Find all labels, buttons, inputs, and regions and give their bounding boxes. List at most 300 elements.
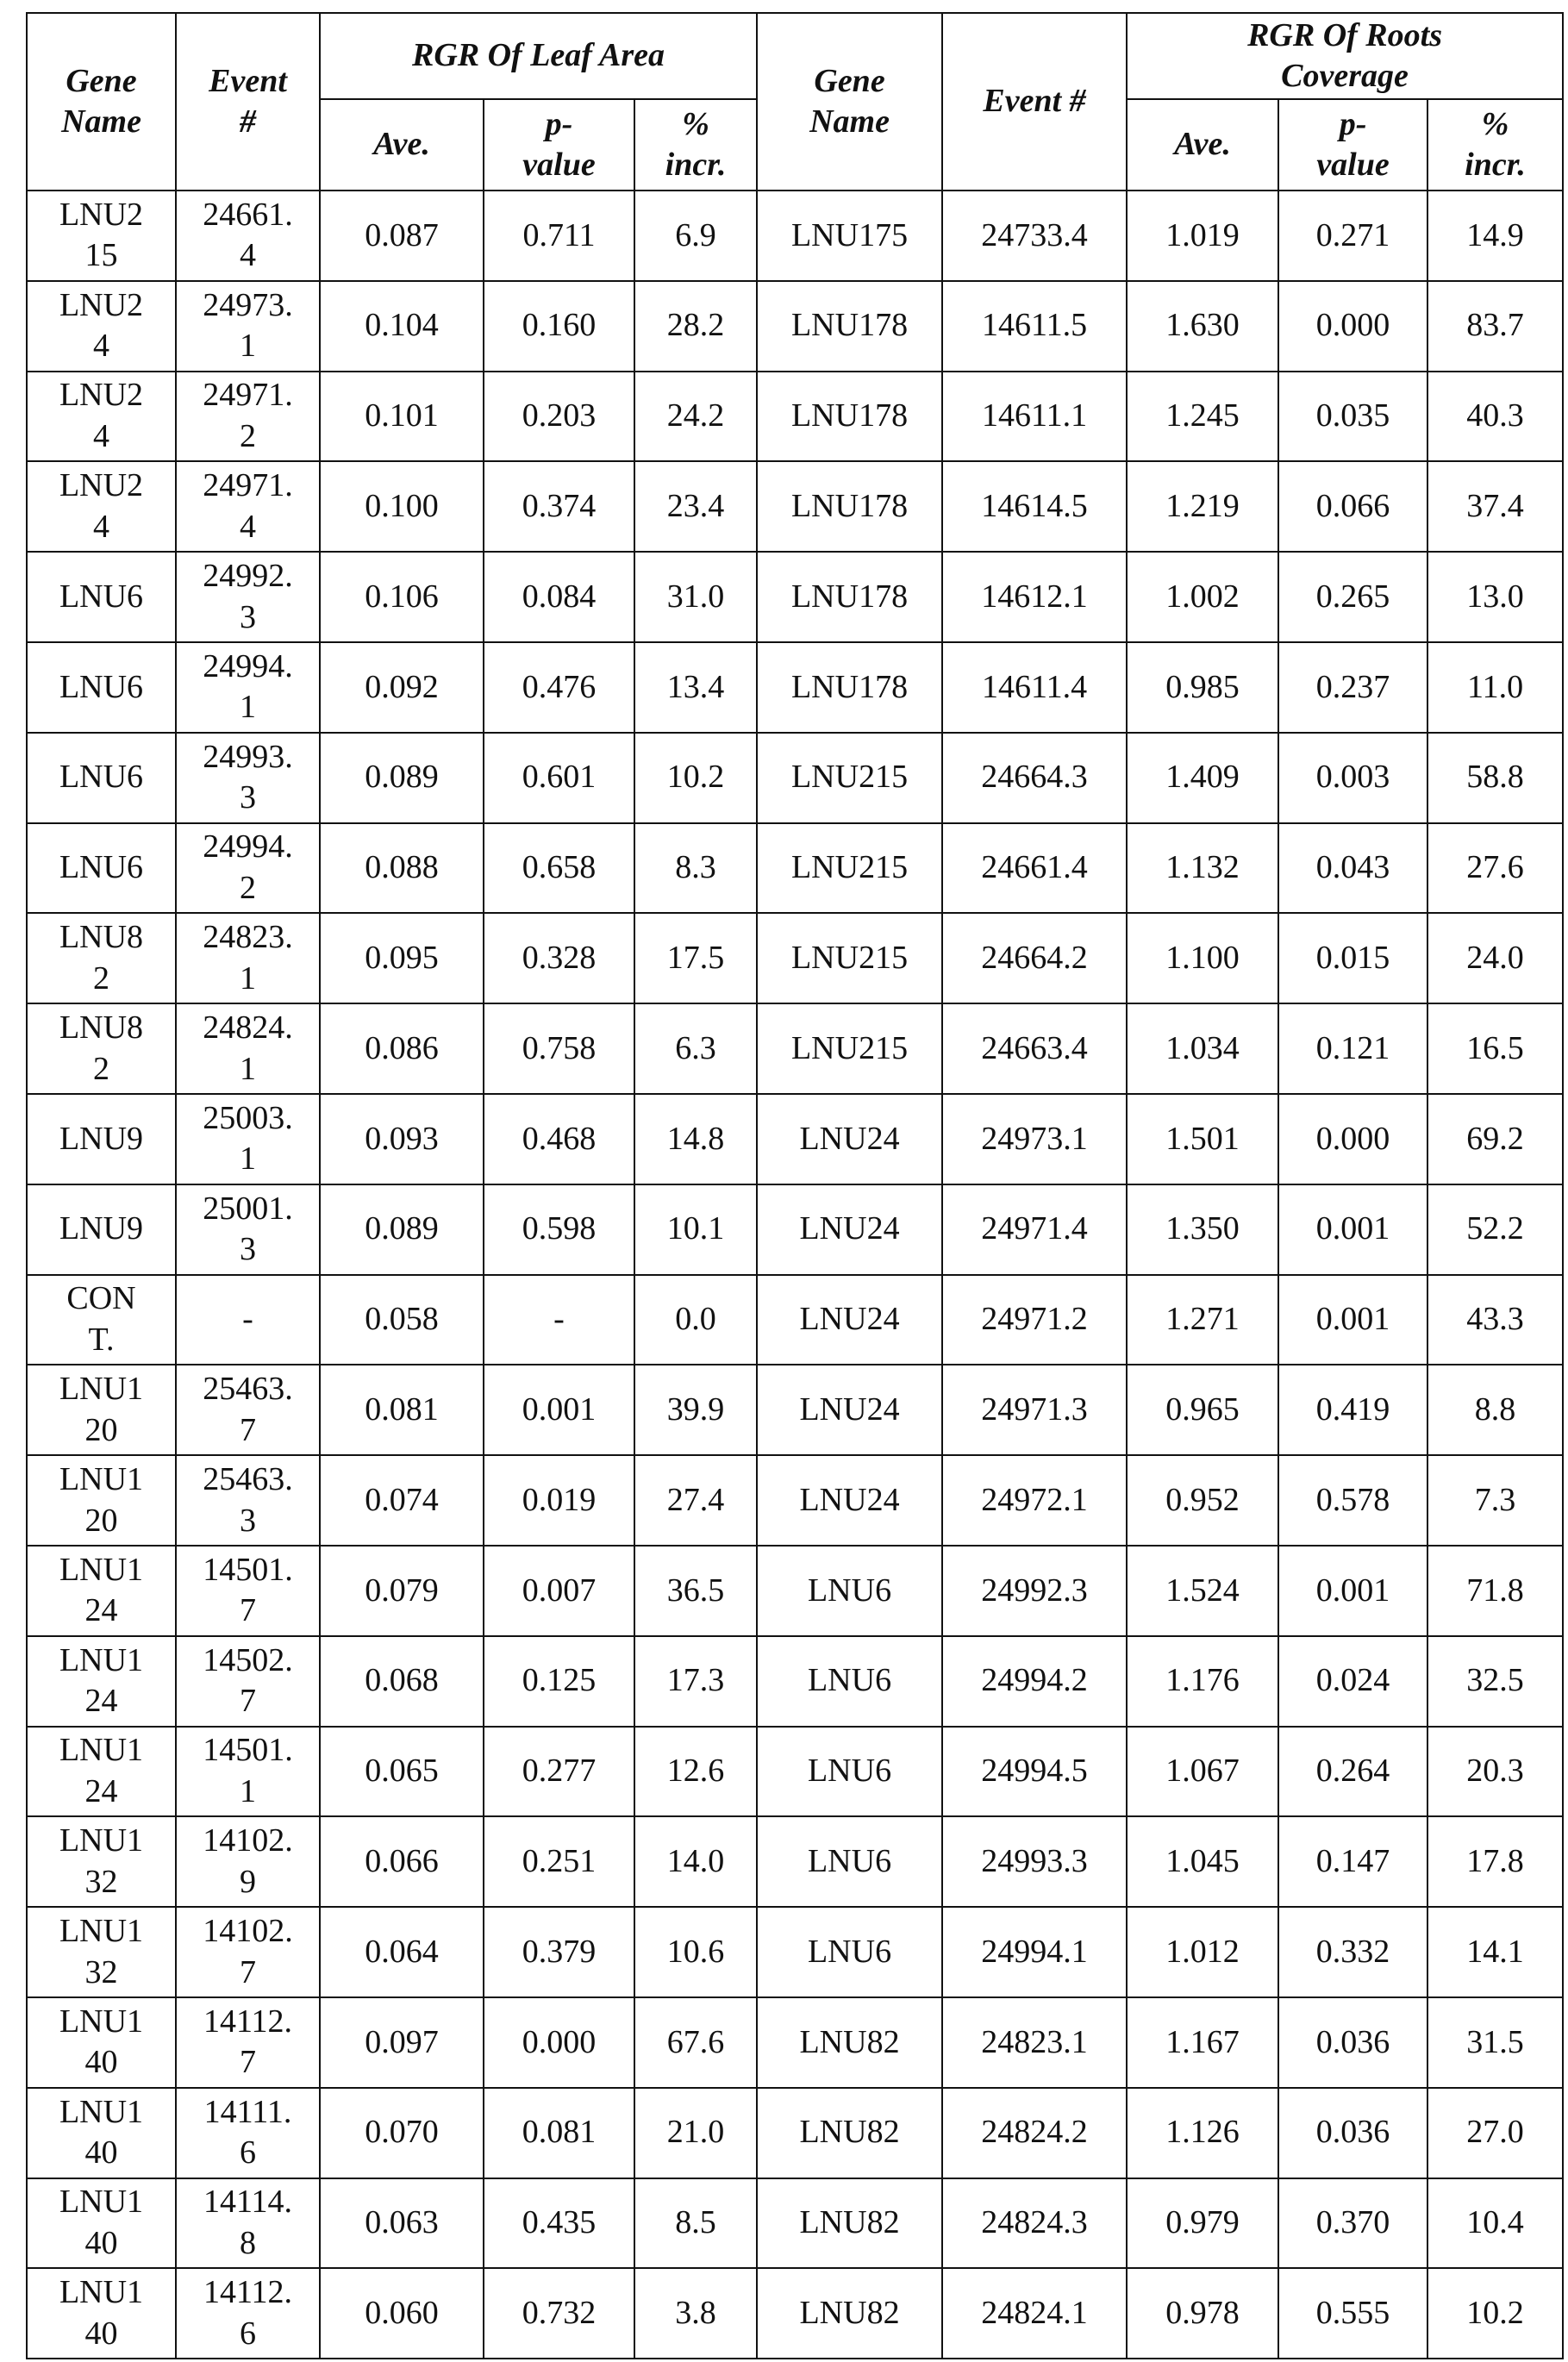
cell-leaf-p-value: 0.658 — [484, 823, 634, 914]
cell-text: LNU140 — [55, 2092, 148, 2174]
cell-roots-ave: 1.045 — [1127, 1816, 1278, 1907]
cell-event-2: 24971.3 — [942, 1365, 1127, 1455]
cell-gene-name-2: LNU178 — [757, 281, 942, 372]
header-label: Gene Name — [804, 61, 895, 143]
cell-gene-name-2: LNU178 — [757, 642, 942, 733]
cell-roots-p-value: 0.001 — [1278, 1275, 1427, 1365]
cell-roots-ave: 1.067 — [1127, 1727, 1278, 1817]
cell-gene-name-2: LNU6 — [757, 1727, 942, 1817]
cell-roots-pct-incr: 32.5 — [1427, 1636, 1563, 1727]
table-row — [27, 1455, 1563, 1546]
cell-leaf-p-value: 0.379 — [484, 1907, 634, 1997]
cell-leaf-ave: 0.065 — [320, 1727, 484, 1817]
cell-roots-p-value: 0.001 — [1278, 1546, 1427, 1636]
cell-roots-p-value: 0.036 — [1278, 2088, 1427, 2178]
cell-roots-ave: 1.012 — [1127, 1907, 1278, 1997]
cell-gene-name-2: LNU82 — [757, 2178, 942, 2269]
cell-leaf-p-value: 0.711 — [484, 191, 634, 281]
table-row — [27, 372, 1563, 462]
cell-event-2: 24824.1 — [942, 2268, 1127, 2359]
cell-leaf-pct-incr: 13.4 — [634, 642, 757, 733]
cell-event-2: 24994.1 — [942, 1907, 1127, 1997]
results-table — [26, 12, 1564, 2359]
cell-leaf-pct-incr: 8.5 — [634, 2178, 757, 2269]
cell-text: 24971.2 — [202, 375, 295, 457]
cell-text: 14501.7 — [202, 1550, 295, 1632]
cell-event-2: 24824.2 — [942, 2088, 1127, 2178]
cell-leaf-p-value: 0.435 — [484, 2178, 634, 2269]
cell-roots-p-value: 0.147 — [1278, 1816, 1427, 1907]
header-label: % incr. — [1450, 104, 1540, 186]
cell-text: 25463.7 — [202, 1369, 295, 1451]
cell-roots-pct-incr: 27.0 — [1427, 2088, 1563, 2178]
cell-event-2: 24971.2 — [942, 1275, 1127, 1365]
header-leaf-ave: Ave. — [320, 99, 484, 191]
cell-leaf-p-value: 0.732 — [484, 2268, 634, 2359]
table-row — [27, 1546, 1563, 1636]
cell-gene-name-2: LNU82 — [757, 1997, 942, 2088]
cell-event — [176, 1455, 320, 1546]
header-leaf-pct-incr — [634, 99, 757, 191]
cell-event — [176, 1997, 320, 2088]
cell-event-2: 24664.3 — [942, 733, 1127, 823]
cell-roots-pct-incr: 14.1 — [1427, 1907, 1563, 1997]
cell-roots-p-value: 0.265 — [1278, 552, 1427, 642]
cell-roots-p-value: 0.237 — [1278, 642, 1427, 733]
table-row — [27, 1907, 1563, 1997]
cell-gene-name-2: LNU175 — [757, 191, 942, 281]
cell-gene-name — [27, 191, 176, 281]
cell-leaf-p-value: 0.160 — [484, 281, 634, 372]
cell-gene-name — [27, 913, 176, 1003]
cell-gene-name — [27, 1727, 176, 1817]
cell-roots-pct-incr: 31.5 — [1427, 1997, 1563, 2088]
cell-leaf-p-value: 0.019 — [484, 1455, 634, 1546]
cell-roots-p-value: 0.001 — [1278, 1184, 1427, 1275]
cell-leaf-ave: 0.097 — [320, 1997, 484, 2088]
header-label: p-value — [1308, 104, 1398, 186]
cell-roots-p-value: 0.015 — [1278, 913, 1427, 1003]
table-row — [27, 552, 1563, 642]
cell-leaf-p-value: 0.374 — [484, 461, 634, 552]
cell-leaf-pct-incr: 10.6 — [634, 1907, 757, 1997]
cell-leaf-ave: 0.101 — [320, 372, 484, 462]
cell-roots-ave: 0.965 — [1127, 1365, 1278, 1455]
cell-text: LNU215 — [55, 195, 148, 277]
header-roots-ave: Ave. — [1127, 99, 1278, 191]
cell-text: 24823.1 — [202, 917, 295, 999]
cell-event — [176, 642, 320, 733]
table-row — [27, 1003, 1563, 1094]
table-row — [27, 1816, 1563, 1907]
cell-leaf-pct-incr: 12.6 — [634, 1727, 757, 1817]
cell-leaf-ave: 0.058 — [320, 1275, 484, 1365]
cell-text: LNU120 — [55, 1459, 148, 1541]
cell-text: LNU124 — [55, 1550, 148, 1632]
cell-event-2: 14611.5 — [942, 281, 1127, 372]
cell-text: LNU140 — [55, 2002, 148, 2084]
cell-text: 25003.1 — [202, 1098, 295, 1180]
cell-event — [176, 2178, 320, 2269]
cell-event — [176, 1094, 320, 1184]
cell-gene-name-2: LNU6 — [757, 1907, 942, 1997]
cell-leaf-ave: 0.086 — [320, 1003, 484, 1094]
table-body — [27, 191, 1563, 2359]
header-rgr-roots-coverage — [1127, 13, 1563, 99]
cell-leaf-pct-incr: 6.9 — [634, 191, 757, 281]
cell-leaf-p-value: 0.001 — [484, 1365, 634, 1455]
table-row — [27, 1727, 1563, 1817]
header-rgr-leaf-area: RGR Of Leaf Area — [320, 13, 757, 99]
cell-leaf-ave: 0.093 — [320, 1094, 484, 1184]
cell-roots-p-value: 0.419 — [1278, 1365, 1427, 1455]
cell-leaf-pct-incr: 36.5 — [634, 1546, 757, 1636]
cell-roots-pct-incr: 83.7 — [1427, 281, 1563, 372]
table-row — [27, 642, 1563, 733]
cell-leaf-pct-incr: 31.0 — [634, 552, 757, 642]
cell-text: 14111.6 — [202, 2092, 295, 2174]
cell-event-2: 24992.3 — [942, 1546, 1127, 1636]
table-row — [27, 1636, 1563, 1727]
cell-gene-name-2: LNU178 — [757, 461, 942, 552]
table-row — [27, 1275, 1563, 1365]
cell-text: LNU24 — [55, 375, 148, 457]
cell-leaf-ave: 0.095 — [320, 913, 484, 1003]
cell-roots-pct-incr: 71.8 — [1427, 1546, 1563, 1636]
cell-text: LNU82 — [55, 917, 148, 999]
cell-text: CONT. — [55, 1278, 148, 1360]
cell-roots-p-value: 0.036 — [1278, 1997, 1427, 2088]
cell-event-2: 14612.1 — [942, 552, 1127, 642]
cell-gene-name-2: LNU215 — [757, 913, 942, 1003]
cell-roots-ave: 1.501 — [1127, 1094, 1278, 1184]
table-row — [27, 2178, 1563, 2269]
cell-leaf-p-value: - — [484, 1275, 634, 1365]
cell-roots-ave: 1.409 — [1127, 733, 1278, 823]
cell-leaf-ave: 0.089 — [320, 733, 484, 823]
table-row — [27, 1094, 1563, 1184]
cell-roots-p-value: 0.043 — [1278, 823, 1427, 914]
cell-leaf-p-value: 0.007 — [484, 1546, 634, 1636]
cell-leaf-pct-incr: 24.2 — [634, 372, 757, 462]
cell-leaf-pct-incr: 14.0 — [634, 1816, 757, 1907]
cell-event — [176, 1275, 320, 1365]
cell-event — [176, 1184, 320, 1275]
cell-text: 24824.1 — [202, 1008, 295, 1090]
cell-gene-name — [27, 461, 176, 552]
cell-leaf-ave: 0.066 — [320, 1816, 484, 1907]
cell-text: LNU124 — [55, 1730, 148, 1812]
cell-roots-ave: 0.979 — [1127, 2178, 1278, 2269]
cell-leaf-ave: 0.100 — [320, 461, 484, 552]
cell-gene-name — [27, 372, 176, 462]
header-roots-p-value — [1278, 99, 1427, 191]
cell-text: LNU82 — [55, 1008, 148, 1090]
cell-leaf-p-value: 0.084 — [484, 552, 634, 642]
cell-roots-pct-incr: 11.0 — [1427, 642, 1563, 733]
cell-event — [176, 1636, 320, 1727]
cell-roots-pct-incr: 58.8 — [1427, 733, 1563, 823]
cell-event — [176, 2268, 320, 2359]
cell-event-2: 24664.2 — [942, 913, 1127, 1003]
cell-gene-name-2: LNU178 — [757, 552, 942, 642]
cell-roots-pct-incr: 17.8 — [1427, 1816, 1563, 1907]
cell-gene-name — [27, 2088, 176, 2178]
cell-text: 24992.3 — [202, 556, 295, 638]
cell-leaf-ave: 0.070 — [320, 2088, 484, 2178]
cell-text: - — [242, 1299, 253, 1340]
cell-event-2: 24994.5 — [942, 1727, 1127, 1817]
cell-event — [176, 1816, 320, 1907]
cell-leaf-pct-incr: 28.2 — [634, 281, 757, 372]
cell-leaf-p-value: 0.758 — [484, 1003, 634, 1094]
cell-gene-name — [27, 281, 176, 372]
cell-roots-pct-incr: 10.2 — [1427, 2268, 1563, 2359]
cell-text: LNU132 — [55, 1821, 148, 1903]
cell-event — [176, 1907, 320, 1997]
cell-roots-p-value: 0.003 — [1278, 733, 1427, 823]
cell-roots-pct-incr: 69.2 — [1427, 1094, 1563, 1184]
table-row — [27, 733, 1563, 823]
cell-text: 14501.1 — [202, 1730, 295, 1812]
cell-roots-ave: 0.985 — [1127, 642, 1278, 733]
cell-roots-ave: 1.100 — [1127, 913, 1278, 1003]
cell-event-2: 24971.4 — [942, 1184, 1127, 1275]
header-event-right: Event # — [942, 13, 1127, 191]
cell-event-2: 24824.3 — [942, 2178, 1127, 2269]
cell-gene-name-2: LNU215 — [757, 733, 942, 823]
cell-roots-p-value: 0.024 — [1278, 1636, 1427, 1727]
header-leaf-p-value — [484, 99, 634, 191]
cell-roots-ave: 1.350 — [1127, 1184, 1278, 1275]
cell-event-2: 24973.1 — [942, 1094, 1127, 1184]
cell-event — [176, 281, 320, 372]
cell-event-2: 14611.1 — [942, 372, 1127, 462]
cell-text: LNU132 — [55, 1911, 148, 1993]
table-row — [27, 281, 1563, 372]
table-row — [27, 913, 1563, 1003]
cell-gene-name-2: LNU82 — [757, 2268, 942, 2359]
table-row — [27, 1997, 1563, 2088]
cell-leaf-p-value: 0.601 — [484, 733, 634, 823]
cell-roots-ave: 1.167 — [1127, 1997, 1278, 2088]
header-gene-name-left — [27, 13, 176, 191]
cell-roots-pct-incr: 20.3 — [1427, 1727, 1563, 1817]
cell-roots-p-value: 0.121 — [1278, 1003, 1427, 1094]
cell-gene-name — [27, 1907, 176, 1997]
cell-text: LNU140 — [55, 2272, 148, 2354]
cell-gene-name-2: LNU6 — [757, 1636, 942, 1727]
cell-leaf-p-value: 0.251 — [484, 1816, 634, 1907]
cell-roots-ave: 1.524 — [1127, 1546, 1278, 1636]
table-row — [27, 1365, 1563, 1455]
cell-gene-name — [27, 1816, 176, 1907]
cell-text: LNU6 — [59, 757, 143, 798]
cell-gene-name-2: LNU24 — [757, 1094, 942, 1184]
table-header — [27, 13, 1563, 191]
cell-leaf-pct-incr: 3.8 — [634, 2268, 757, 2359]
cell-roots-ave: 1.126 — [1127, 2088, 1278, 2178]
cell-leaf-ave: 0.081 — [320, 1365, 484, 1455]
cell-roots-pct-incr: 16.5 — [1427, 1003, 1563, 1094]
cell-event — [176, 1727, 320, 1817]
cell-event — [176, 1546, 320, 1636]
cell-event — [176, 913, 320, 1003]
cell-roots-ave: 1.176 — [1127, 1636, 1278, 1727]
cell-leaf-pct-incr: 14.8 — [634, 1094, 757, 1184]
cell-event — [176, 461, 320, 552]
cell-roots-pct-incr: 52.2 — [1427, 1184, 1563, 1275]
header-event-left — [176, 13, 320, 191]
cell-leaf-ave: 0.092 — [320, 642, 484, 733]
cell-leaf-ave: 0.088 — [320, 823, 484, 914]
cell-event-2: 24663.4 — [942, 1003, 1127, 1094]
cell-gene-name-2: LNU215 — [757, 1003, 942, 1094]
cell-event — [176, 733, 320, 823]
cell-roots-p-value: 0.066 — [1278, 461, 1427, 552]
cell-leaf-pct-incr: 10.1 — [634, 1184, 757, 1275]
cell-leaf-pct-incr: 67.6 — [634, 1997, 757, 2088]
cell-roots-p-value: 0.332 — [1278, 1907, 1427, 1997]
cell-leaf-ave: 0.068 — [320, 1636, 484, 1727]
cell-leaf-p-value: 0.203 — [484, 372, 634, 462]
cell-gene-name — [27, 2268, 176, 2359]
cell-text: 14502.7 — [202, 1640, 295, 1722]
cell-leaf-pct-incr: 10.2 — [634, 733, 757, 823]
cell-roots-ave: 1.219 — [1127, 461, 1278, 552]
cell-roots-pct-incr: 24.0 — [1427, 913, 1563, 1003]
cell-text: LNU24 — [55, 466, 148, 547]
cell-roots-p-value: 0.271 — [1278, 191, 1427, 281]
cell-roots-ave: 1.132 — [1127, 823, 1278, 914]
cell-gene-name-2: LNU24 — [757, 1365, 942, 1455]
cell-gene-name-2: LNU82 — [757, 2088, 942, 2178]
cell-gene-name — [27, 733, 176, 823]
cell-gene-name — [27, 1275, 176, 1365]
cell-leaf-pct-incr: 6.3 — [634, 1003, 757, 1094]
cell-event — [176, 552, 320, 642]
cell-text: LNU6 — [59, 667, 143, 709]
cell-roots-ave: 1.019 — [1127, 191, 1278, 281]
cell-leaf-pct-incr: 17.5 — [634, 913, 757, 1003]
cell-roots-ave: 1.034 — [1127, 1003, 1278, 1094]
cell-roots-p-value: 0.370 — [1278, 2178, 1427, 2269]
cell-event-2: 24993.3 — [942, 1816, 1127, 1907]
cell-roots-p-value: 0.000 — [1278, 281, 1427, 372]
cell-event-2: 14614.5 — [942, 461, 1127, 552]
header-label: p-value — [514, 104, 604, 186]
cell-gene-name — [27, 552, 176, 642]
cell-leaf-p-value: 0.000 — [484, 1997, 634, 2088]
cell-text: 14114.8 — [202, 2182, 295, 2264]
table-row — [27, 461, 1563, 552]
cell-text: 24994.2 — [202, 827, 295, 909]
cell-leaf-ave: 0.104 — [320, 281, 484, 372]
cell-event — [176, 191, 320, 281]
cell-roots-ave: 1.630 — [1127, 281, 1278, 372]
cell-text: LNU9 — [59, 1119, 143, 1160]
cell-roots-pct-incr: 13.0 — [1427, 552, 1563, 642]
cell-event — [176, 823, 320, 914]
cell-leaf-ave: 0.106 — [320, 552, 484, 642]
cell-leaf-ave: 0.074 — [320, 1455, 484, 1546]
cell-leaf-p-value: 0.277 — [484, 1727, 634, 1817]
cell-roots-ave: 1.271 — [1127, 1275, 1278, 1365]
cell-text: 14102.7 — [202, 1911, 295, 1993]
cell-roots-p-value: 0.264 — [1278, 1727, 1427, 1817]
cell-text: LNU124 — [55, 1640, 148, 1722]
cell-text: 14112.7 — [202, 2002, 295, 2084]
cell-text: LNU140 — [55, 2182, 148, 2264]
cell-text: 24994.1 — [202, 647, 295, 728]
cell-gene-name — [27, 1636, 176, 1727]
cell-event — [176, 1003, 320, 1094]
table-row — [27, 191, 1563, 281]
cell-roots-pct-incr: 27.6 — [1427, 823, 1563, 914]
cell-roots-pct-incr: 10.4 — [1427, 2178, 1563, 2269]
cell-gene-name — [27, 1365, 176, 1455]
cell-text: 14112.6 — [202, 2272, 295, 2354]
cell-event — [176, 1365, 320, 1455]
cell-text: 25463.3 — [202, 1459, 295, 1541]
cell-text: LNU120 — [55, 1369, 148, 1451]
cell-gene-name — [27, 642, 176, 733]
cell-roots-ave: 1.002 — [1127, 552, 1278, 642]
cell-leaf-pct-incr: 23.4 — [634, 461, 757, 552]
cell-gene-name-2: LNU24 — [757, 1275, 942, 1365]
table-row — [27, 1184, 1563, 1275]
cell-text: 24993.3 — [202, 737, 295, 819]
cell-roots-pct-incr: 8.8 — [1427, 1365, 1563, 1455]
cell-roots-p-value: 0.000 — [1278, 1094, 1427, 1184]
cell-gene-name — [27, 1184, 176, 1275]
header-label: Gene Name — [56, 61, 147, 143]
cell-gene-name — [27, 1546, 176, 1636]
cell-roots-pct-incr: 43.3 — [1427, 1275, 1563, 1365]
cell-roots-ave: 0.978 — [1127, 2268, 1278, 2359]
cell-leaf-p-value: 0.328 — [484, 913, 634, 1003]
table-row — [27, 2088, 1563, 2178]
cell-gene-name-2: LNU24 — [757, 1184, 942, 1275]
cell-leaf-p-value: 0.598 — [484, 1184, 634, 1275]
cell-gene-name-2: LNU24 — [757, 1455, 942, 1546]
cell-leaf-pct-incr: 8.3 — [634, 823, 757, 914]
cell-roots-ave: 1.245 — [1127, 372, 1278, 462]
table-row — [27, 2268, 1563, 2359]
cell-event-2: 24823.1 — [942, 1997, 1127, 2088]
table-row — [27, 823, 1563, 914]
header-roots-pct-incr — [1427, 99, 1563, 191]
cell-event — [176, 2088, 320, 2178]
cell-leaf-p-value: 0.468 — [484, 1094, 634, 1184]
cell-roots-pct-incr: 40.3 — [1427, 372, 1563, 462]
header-label: % incr. — [651, 104, 741, 186]
cell-text: 24971.4 — [202, 466, 295, 547]
cell-roots-pct-incr: 14.9 — [1427, 191, 1563, 281]
cell-gene-name — [27, 1455, 176, 1546]
cell-roots-p-value: 0.578 — [1278, 1455, 1427, 1546]
cell-leaf-ave: 0.089 — [320, 1184, 484, 1275]
header-label: RGR Of Roots Coverage — [1215, 16, 1474, 97]
cell-text: LNU6 — [59, 847, 143, 889]
cell-text: 24661.4 — [202, 195, 295, 277]
cell-text: 25001.3 — [202, 1189, 295, 1271]
header-gene-name-right — [757, 13, 942, 191]
cell-leaf-p-value: 0.125 — [484, 1636, 634, 1727]
cell-gene-name-2: LNU215 — [757, 823, 942, 914]
cell-leaf-pct-incr: 17.3 — [634, 1636, 757, 1727]
cell-event-2: 14611.4 — [942, 642, 1127, 733]
